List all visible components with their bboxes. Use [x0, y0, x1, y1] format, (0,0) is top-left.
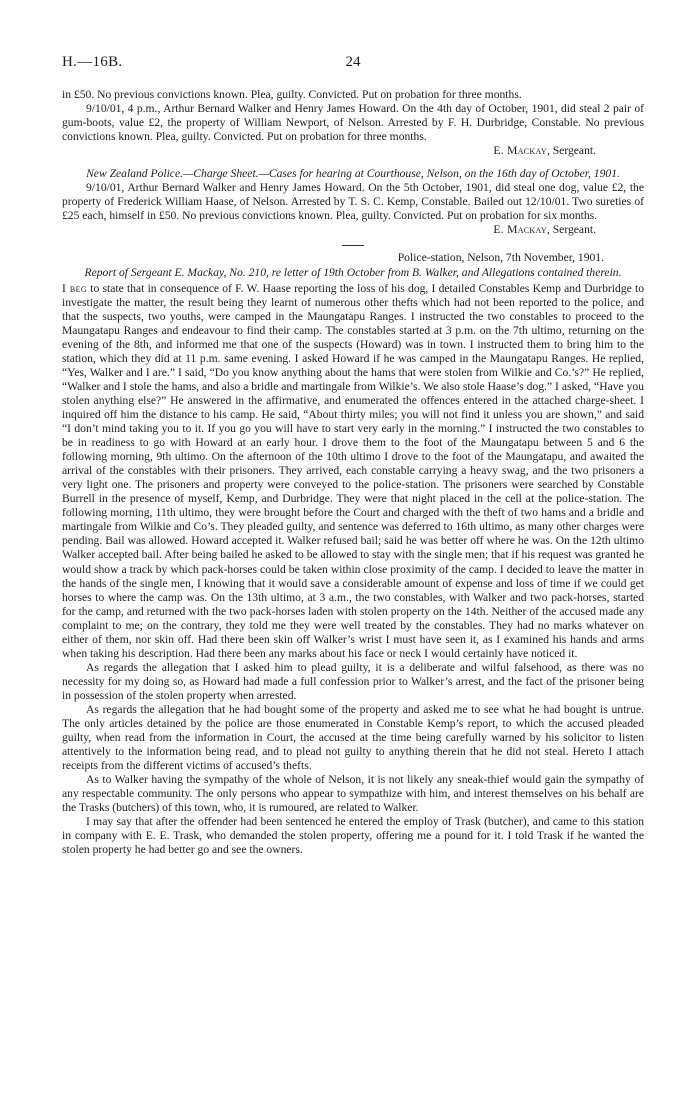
charge-sheet-heading: New Zealand Police.—Charge Sheet.—Cases for hearing at Courthouse, Nelson, on the 16th day of October, 1901.: [86, 167, 620, 181]
parliamentary-paper-code: H.—16B.: [62, 54, 123, 70]
signature-2-rank: , Sergeant.: [546, 223, 596, 237]
signature-1-rank: , Sergeant.: [546, 144, 596, 158]
signature-1-name: E. Mackay: [493, 144, 547, 158]
case-2-entry: 9/10/01, 4 p.m., Arthur Bernard Walker and Henry James Howard. On the 4th day of October, 1901, did steal 2 pair of gum-boots, value £2, the property of William Newport, of Nelson. Arrested by F. H. Durbridge, Constable. No previous convictions known. Plea, guilty. Convicted. Put on probation for three months.: [62, 102, 644, 144]
report-paragraph-1: [62, 282, 644, 661]
section-divider: [342, 245, 364, 246]
report-title: Report of Sergeant E. Mackay, No. 210, re letter of 19th October from B. Walker, and Allegations contained therein.: [84, 265, 622, 279]
signature-1: [62, 144, 644, 158]
report-paragraph-4: As to Walker having the sympathy of the whole of Nelson, it is not likely any sneak-thief would gain the sympathy of any respectable community. The only persons who appear to sympathize with him, and interest themselves on his behalf are the Trasks (butchers) of this town, who, it is rumoured, are related to Walker.: [62, 773, 644, 815]
document-body: [62, 88, 644, 857]
page-number: 24: [345, 54, 361, 70]
report-paragraph-2: As regards the allegation that I asked him to plead guilty, it is a deliberate and wilful falsehood, as there was no necessity for my doing so, as Howard had made a full confession prior to Walker’s arrest, and the fact of the prisoner being in possession of the stolen property when arrested.: [62, 660, 644, 702]
signature-2: [62, 223, 644, 237]
opening-words: I beg: [62, 281, 88, 295]
report-paragraph-5: I may say that after the offender had been sentenced he entered the employ of Trask (butcher), and came to this station in company with E. E. Trask, who demanded the stolen property, offering me a pound for it. I told Trask if he wanted the stolen property he had better go and see the owners.: [62, 815, 644, 857]
case-1-continuation: in £50. No previous convictions known. Plea, guilty. Convicted. Put on probation for three months.: [62, 88, 522, 101]
report-paragraph-1-text: to state that in consequence of F. W. Haase reporting the loss of his dog, I detailed Constables Kemp and Durbridge to investigate the matter, the result being they learnt of numerous other thefts which had not been reported to the police, and that the suspects, two youths, were camped in the Maungatapu Ranges. I instructed the two constables to proceed to the Maungatapu Ranges and endeavour to find their camp. The constables started at 3 p.m. on the 7th ultimo, returning on the evening of the 8th, and informed me that one of the suspects (Howard) was in town. I instructed them to bring him to the station, which they did at 11 p.m. same evening. I asked Howard if he was camped in the Maungatapu Ranges. He replied, “Yes, Walker and I are.” I said, “Do you know anything about the hams that were stolen from Wilkie and Co.’s?” He replied, “Walker and I stole the hams, and also a bridle and martingale from Wilkie’s. We also stole Haase’s dog.” I asked, “Have you stolen anything else?” He answered in the affirmative, and enumerated the offences entered in the attached charge-sheet. I inquired off him the distance to his camp. He said, “About thirty miles; you will not find it unless you are shown,” and said “I don’t mind taking you to it. If you go you will have to start very early in the morning.” I instructed the two constables to be in readiness to go with Howard at an early hour. I drove them to the foot of the Maungatapu between 5 and 6 the following morning, 9th ultimo. On the afternoon of the 10th ultimo I drove to the foot of the Maungatapu, and awaited the arrival of the constables with their prisoners. They arrived, each constable carrying a heavy swag, and the two prisoners a very light one. The prisoners and property were conveyed to the police-station. The prisoners were searched by Constable Burrell in the presence of myself, Kemp, and Durbridge. They were that night placed in the cell at the police-station. The following morning, 11th ultimo, they were brought before the Court and charged with the theft of two hams and a bridle and martingale from Wilkie and Co’s. They pleaded guilty, and sentence was deferred to 16th ultimo, as many other charges were pending. Bail was allowed. Howard accepted it. Walker refused bail; said he was better off where he was. On the 12th ultimo Walker accepted bail. After being bailed he asked to be allowed to stay with the single men; that if his request was granted he would show a track by which pack-horses could be taken within close proximity of the camp. I decided to leave the matter in the hands of the single men, I knowing that it would save a considerable amount of expense and loss of time if we could get horses to where the camp was. On the 13th ultimo, at 3 a.m., the two constables, with Walker and two pack-horses, started for the camp, and returned with the two pack-horses laden with stolen property on the 14th. Neither of the accused made any complaint to me; on the contrary, they told me they were well treated by the constables. They had no marks whatever on either of them, nor skin off. Had there been skin off Walker’s wrist I must have seen it, as I examined his hands and arms when taking his description. Had there been any marks about his face or neck I would certainly have noticed it.: [62, 281, 644, 660]
report-paragraph-3: As regards the allegation that he had bought some of the property and asked me to see what he had bought is untrue. The only articles detained by the police are those enumerated in Constable Kemp’s report, to which the accused pleaded guilty, when read from the information in Court, the accused at the time being carefully warned by his solicitor to listen attentively to the information being read, and to plead not guilty to anything therein that he did not steal. Hereto I attach receipts from the different victims of accused’s thefts.: [62, 702, 644, 773]
case-3-entry: 9/10/01, Arthur Bernard Walker and Henry James Howard. On the 5th October, 1901, did steal one dog, value £2, the property of Frederick William Haase, of Nelson. Arrested by T. S. C. Kemp, Constable. Bailed out 12/10/01. Two sureties of £25 each, himself in £50. No previous convictions known. Plea, guilty. Convicted. Put on probation for six months.: [62, 181, 644, 223]
page-header: [62, 55, 644, 73]
station-date-line: Police-station, Nelson, 7th November, 1901.: [397, 251, 604, 265]
signature-2-name: E. Mackay: [493, 223, 547, 237]
